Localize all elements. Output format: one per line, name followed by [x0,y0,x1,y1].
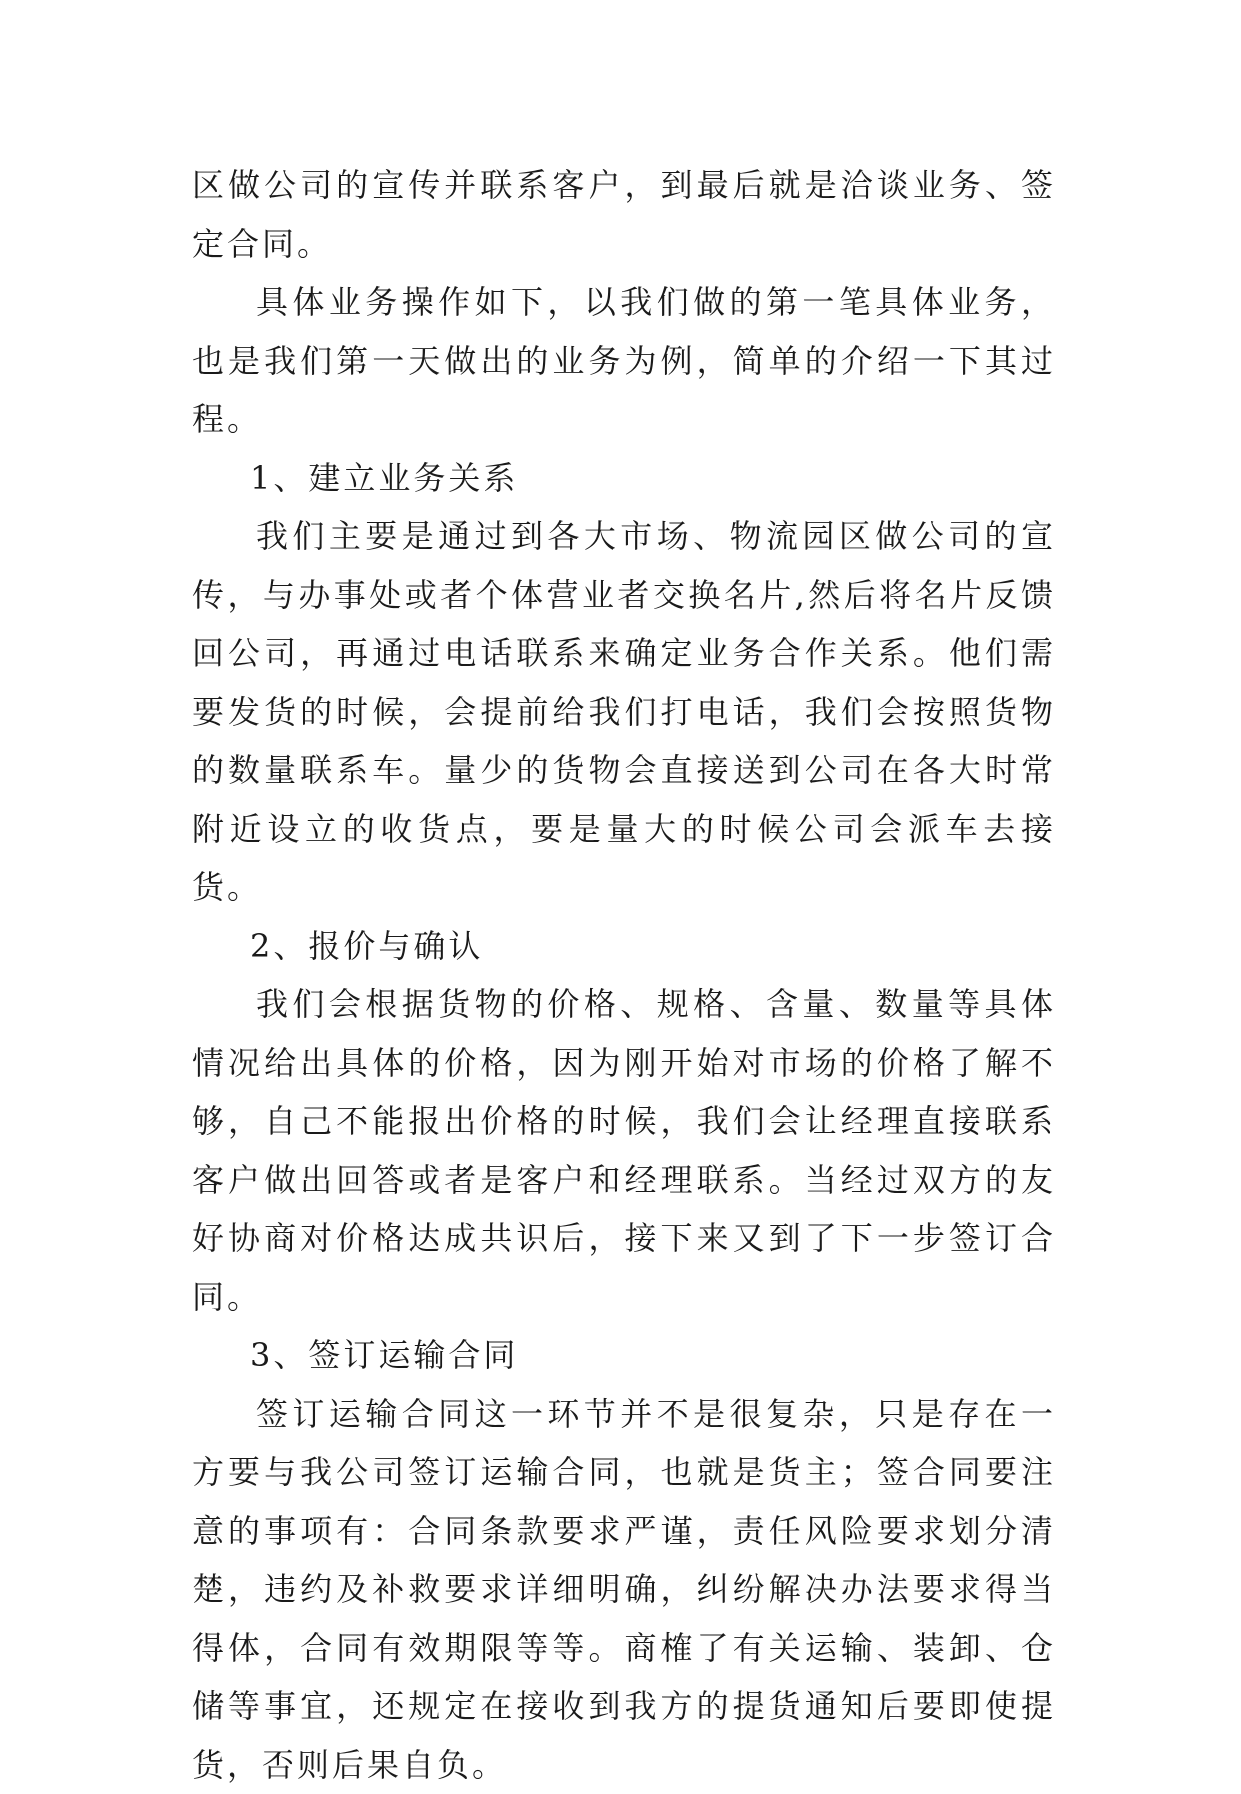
paragraph-sign-contract: 签订运输合同这一环节并不是很复杂，只是存在一方要与我公司签订运输合同，也就是货主；签合同要注意的事项有：合同条款要求严谨，责任风险要求划分清楚，违约及补救要求详细明确，纠纷解决办法要求得当得体，合同有效期限等等。商榷了有关运输、装卸、仓储等事宜，还规定在接收到我方的提货通知后要即使提货，否则后果自负。 [192,1385,1056,1794]
paragraph-business-operation-intro: 具体业务操作如下，以我们做的第一笔具体业务，也是我们第一天做出的业务为例，简单的介绍一下其过程。 [192,273,1056,449]
heading-quotation-confirmation: 2、报价与确认 [192,917,1056,976]
paragraph-continuation: 区做公司的宣传并联系客户，到最后就是洽谈业务、签定合同。 [192,156,1056,273]
heading-establish-relationship: 1、建立业务关系 [192,449,1056,508]
heading-sign-contract: 3、签订运输合同 [192,1326,1056,1385]
paragraph-quotation-confirmation: 我们会根据货物的价格、规格、含量、数量等具体情况给出具体的价格，因为刚开始对市场的价格了解不够，自己不能报出价格的时候，我们会让经理直接联系客户做出回答或者是客户和经理联系。当经过双方的友好协商对价格达成共识后，接下来又到了下一步签订合同。 [192,975,1056,1326]
document-body [192,156,1056,1794]
paragraph-establish-relationship: 我们主要是通过到各大市场、物流园区做公司的宣传，与办事处或者个体营业者交换名片,然后将名片反馈回公司，再通过电话联系来确定业务合作关系。他们需要发货的时候，会提前给我们打电话，我们会按照货物的数量联系车。量少的货物会直接送到公司在各大时常附近设立的收货点，要是量大的时候公司会派车去接货。 [192,507,1056,917]
